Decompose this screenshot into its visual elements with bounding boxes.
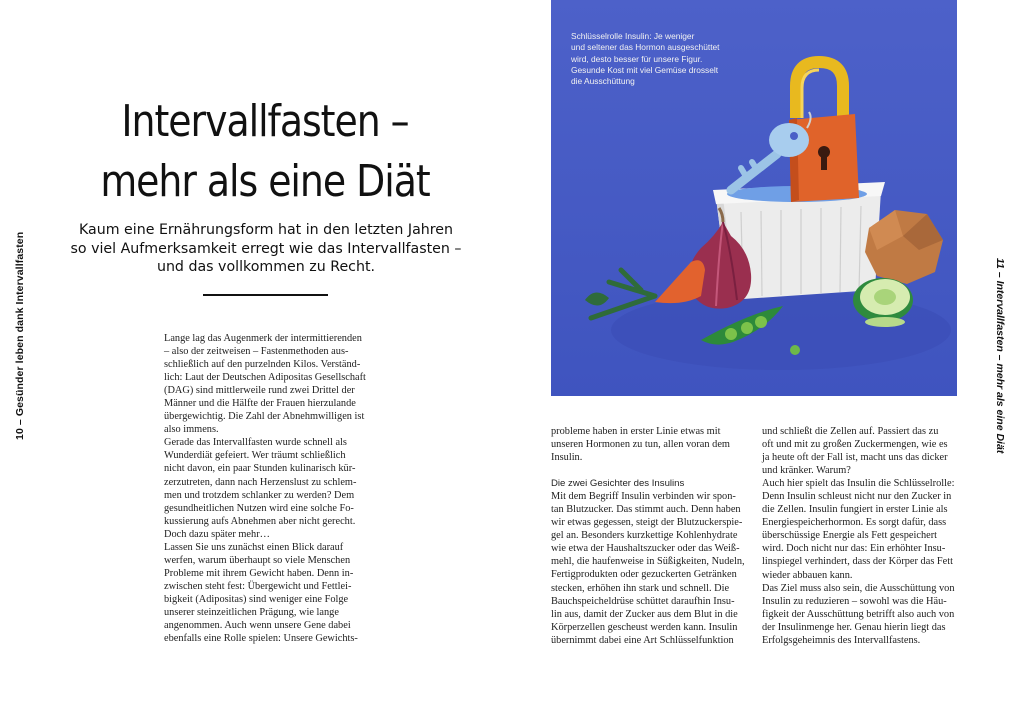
- body-line: und schließt die Zellen auf. Passiert das zu: [762, 426, 939, 437]
- caption-line: und seltener das Hormon ausgeschüttet: [571, 42, 720, 53]
- lead-paragraph: [64, 221, 468, 277]
- body-line: wie etwa der Haushaltszucker oder das Weiß-: [551, 543, 740, 555]
- body-line: wird. Doch nicht nur das: Ein erhöhter Insu-: [762, 543, 946, 555]
- body-line: gel an. Besonders kurzkettige Kohlenhydrate: [551, 530, 738, 542]
- body-line: überschüssige Energie als Fett gespeichert: [762, 530, 938, 542]
- spacer: [551, 464, 747, 477]
- body-line: lich: Laut der Deutschen Adipositas Gesellschaft: [164, 372, 366, 384]
- caption-line: Schlüsselrolle Insulin: Je weniger: [571, 31, 695, 41]
- body-line: Denn Insulin schleust nicht nur den Zucker in: [762, 491, 952, 503]
- body-line: ebenfalls eine Rolle spielen: Unsere Gewichts-: [164, 633, 358, 645]
- body-line: wir etwas gegessen, steigt der Blutzuckerspie-: [551, 517, 743, 529]
- body-line: übernimmt dabei eine Art Schlüsselfunktion: [551, 634, 734, 646]
- body-line: angenommen. Auch wenn unsere Gene dabei: [164, 620, 351, 632]
- body-line: Mit dem Begriff Insulin verbinden wir spon-: [551, 491, 736, 503]
- running-head-right: 11 – Intervallfasten – mehr als eine Diät: [994, 258, 1006, 454]
- body-line: Lange lag das Augenmerk der intermittierenden: [164, 333, 362, 344]
- body-line: gesundheitlichen Nutzen wird eine solche Fo-: [164, 502, 354, 514]
- body-line: nicht davon, ein paar Stunden kulinarisch kür-: [164, 463, 356, 475]
- title-line: Intervallfasten –: [121, 96, 409, 147]
- body-line: Lassen Sie uns zunächst einen Blick darauf: [164, 541, 344, 553]
- body-line: (DAG) sind mittlerweile rund zwei Drittel der: [164, 385, 355, 397]
- body-line: Wunderdiät gefeiert. Wer träumt schließlich: [164, 450, 346, 462]
- caption-line: die Ausschüttung: [571, 76, 635, 87]
- body-line: zwischen steht fest: Übergewicht und Fettlei-: [164, 580, 352, 592]
- body-line: – also der zeitweisen – Fastenmethoden aus-: [164, 346, 349, 358]
- lead-line: und das vollkommen zu Recht.: [156, 259, 376, 275]
- body-line: Insulin.: [551, 452, 583, 464]
- body-line: kussierung aufs Abnehmen aber nicht gerecht.: [164, 515, 356, 527]
- body-line: Insulin zu reduzieren – sowohl was die Häu-: [762, 595, 947, 607]
- body-line: probleme haben in erster Linie etwas mit: [551, 426, 721, 437]
- subheading: Die zwei Gesichter des Insulins: [551, 478, 685, 490]
- body-line: und kränker. Warum?: [762, 465, 851, 477]
- body-line: zerzutreten, dann nach Herzenslust zu schlem-: [164, 476, 357, 488]
- body-line: wieder abbauen kann.: [762, 569, 853, 581]
- body-line: Das Ziel muss also sein, die Ausschüttung von: [762, 582, 955, 594]
- body-line: oft und mit zu großen Zuckermengen, wie es: [762, 439, 948, 451]
- body-line: linspiegel verhindert, dass der Körper das Fett: [762, 556, 954, 568]
- body-line: Männer und die Hälfte der Frauen hierzulande: [164, 398, 356, 410]
- body-line: unseren Hormonen zu tun, allen voran dem: [551, 439, 730, 451]
- body-column-right: [762, 425, 958, 647]
- lead-line: so viel Aufmerksamkeit erregt wie das Intervallfasten –: [70, 240, 462, 257]
- body-line: der Insulinmenge her. Genau hierin liegt das: [762, 621, 946, 633]
- lead-line: Kaum eine Ernährungsform hat in den letzten Jahren: [78, 222, 454, 238]
- body-line: Körperzellen gescheust werden kann. Insulin: [551, 621, 738, 633]
- caption-line: Gesunde Kost mit viel Gemüse drosselt: [571, 64, 719, 75]
- body-line: mehl, die haufenweise in Süßigkeiten, Nudeln,: [551, 556, 745, 568]
- body-line: Probleme mit ihrem Gewicht haben. Denn in-: [164, 567, 354, 579]
- body-line: tan Blutzucker. Das stimmt auch. Denn haben: [551, 504, 741, 516]
- body-line: lin aus, damit der Zucker aus dem Blut in die: [551, 608, 738, 620]
- body-line: men und trotzdem schlanker zu werden? Dem: [164, 489, 355, 501]
- body-line: bigkeit (Adipositas) sind weniger eine Folge: [164, 593, 349, 605]
- running-head-left: 10 – Gesünder leben dank Intervallfasten: [14, 231, 26, 440]
- body-line: Fertigprodukten oder gezuckerten Getränken: [551, 569, 737, 581]
- divider-rule: [203, 294, 328, 296]
- photo-caption: [571, 31, 751, 87]
- title-line: mehr als eine Diät: [100, 156, 430, 207]
- body-column-middle: [551, 425, 747, 647]
- body-line: Gerade das Intervallfasten wurde schnell als: [164, 437, 347, 449]
- body-line: übergewichtig. Die Zahl der Abnehmwilligen ist: [164, 411, 365, 423]
- body-column-left: [164, 332, 368, 645]
- body-line: werfen, warum überhaupt so viele Menschen: [164, 554, 351, 566]
- body-line: unserer steinzeitlichen Prägung, wie lange: [164, 606, 339, 618]
- body-line: Erfolgsgeheimnis des Intervallfastens.: [762, 634, 921, 646]
- body-line: die Zellen. Insulin fungiert in erster Linie als: [762, 504, 948, 516]
- body-line: schließlich auf den purzelnden Kilos. Verständ-: [164, 359, 361, 371]
- body-line: Bauchspeicheldrüse schüttet daraufhin Insu-: [551, 595, 735, 607]
- page-title: [89, 92, 442, 212]
- body-line: figkeit der Ausschüttung betrifft also auch von: [762, 608, 955, 620]
- caption-line: wird, desto besser für unsere Figur.: [571, 53, 703, 64]
- body-line: stecken, erhöhen ihn stark und schnell. Die: [551, 582, 730, 594]
- body-line: ja heute oft der Fall ist, macht uns das dicker: [762, 452, 948, 464]
- body-line: Energiespeicherhormon. Es sorgt dafür, dass: [762, 517, 947, 529]
- body-line: also immens.: [164, 424, 219, 436]
- body-line: Doch dazu später mehr…: [164, 528, 270, 540]
- body-line: Auch hier spielt das Insulin die Schlüsselrolle:: [762, 478, 955, 490]
